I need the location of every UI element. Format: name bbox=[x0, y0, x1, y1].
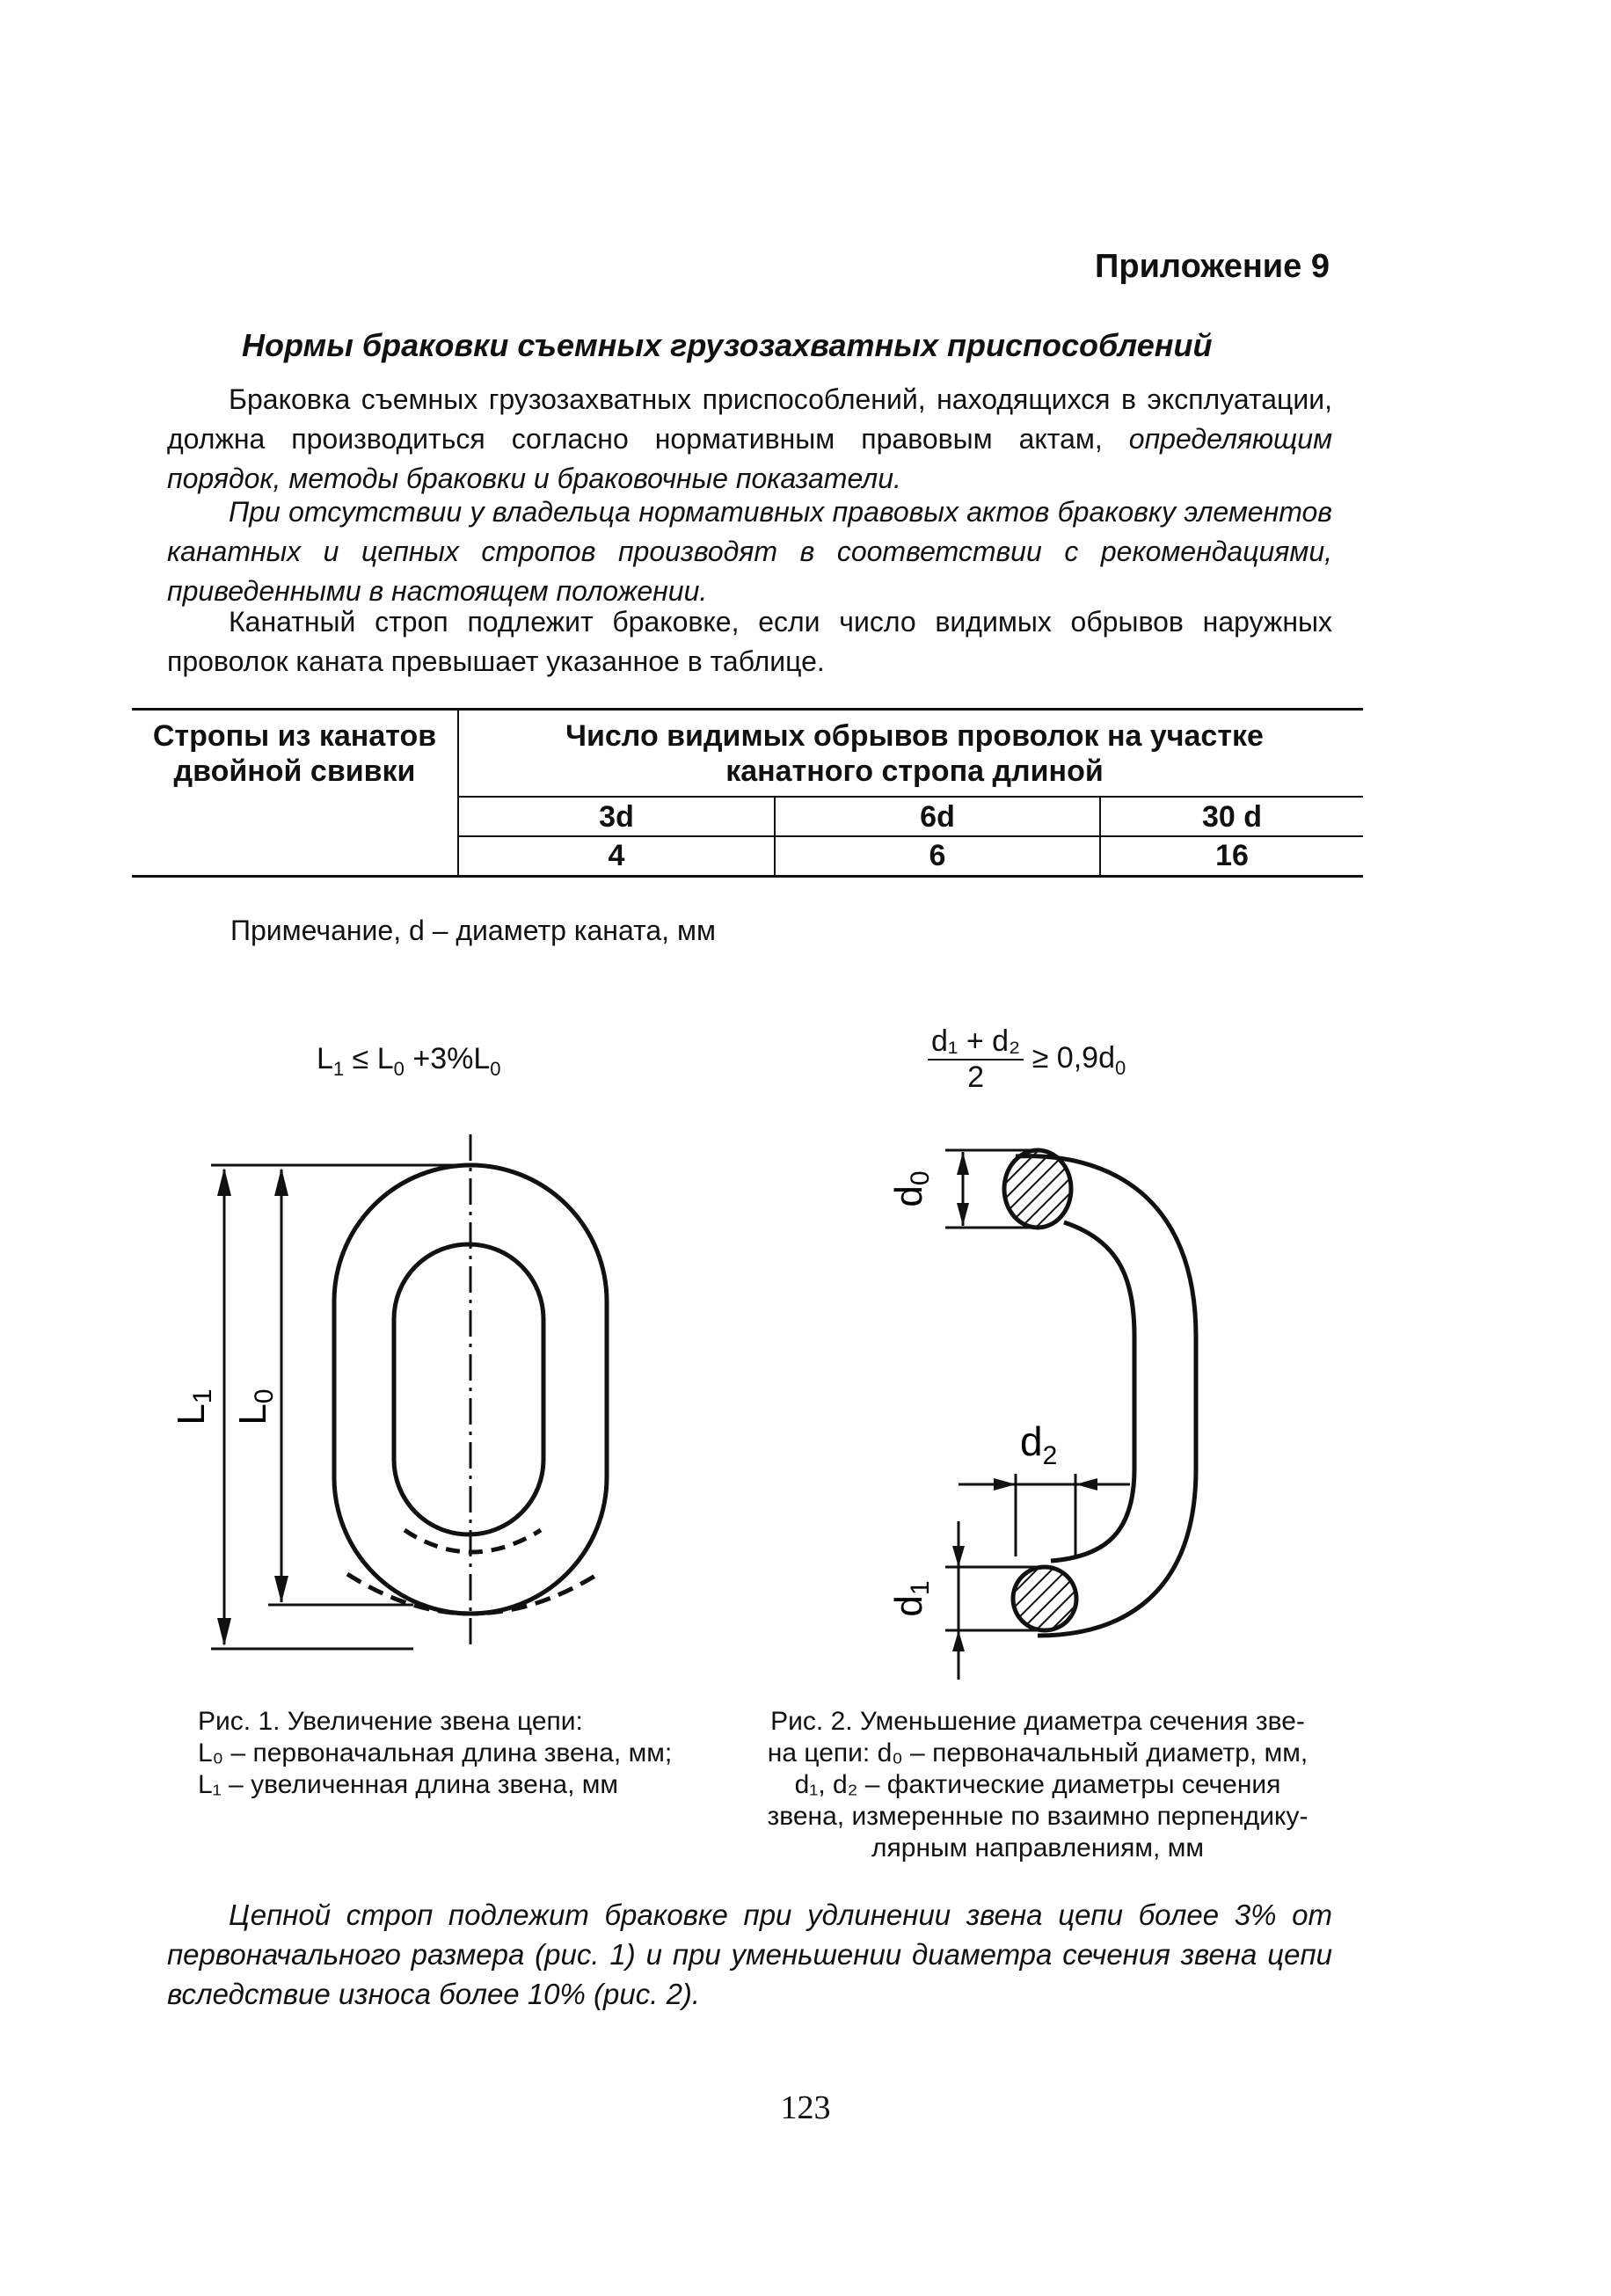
table-top-rule bbox=[132, 708, 1363, 711]
table-col-header: Число видимых обрывов проволок на участке канатного стропа длиной bbox=[565, 719, 1264, 788]
appendix-label: Приложение 9 bbox=[1095, 248, 1330, 285]
arrow-up-icon bbox=[217, 1168, 231, 1196]
caption-line: лярным направлениям, мм bbox=[871, 1833, 1204, 1862]
figure-2-caption bbox=[721, 1706, 1354, 1864]
rope-breakage-table bbox=[132, 708, 1363, 884]
paragraph-1 bbox=[167, 380, 1332, 499]
link-inner-contour bbox=[394, 1244, 543, 1534]
caption-line: звена, измеренные по взаимно перпендику- bbox=[767, 1802, 1308, 1831]
arrow-left-icon bbox=[1075, 1478, 1097, 1491]
table-col-3d: 3d bbox=[599, 800, 634, 834]
arrow-up-icon bbox=[952, 1630, 965, 1651]
arrow-down-icon bbox=[217, 1618, 231, 1646]
formula-elongation bbox=[317, 1042, 501, 1081]
figure-2-link-section bbox=[862, 1117, 1231, 1680]
section-heading: Нормы браковки съемных грузозахватных приспособлений bbox=[242, 327, 1213, 363]
table-note: Примечание, d – диаметр каната, мм bbox=[230, 915, 716, 946]
figure-1-caption bbox=[198, 1706, 690, 1801]
svg-text:L1: L1 bbox=[170, 1389, 217, 1425]
caption-line: L₁ – увеличенная длина звена, мм bbox=[198, 1770, 618, 1799]
arrow-down-icon bbox=[274, 1576, 288, 1603]
table-bottom-rule bbox=[132, 875, 1363, 878]
chain-link-drawing bbox=[170, 1117, 642, 1644]
paragraph-1-text: Браковка съемных грузозахватных приспособлений, находящихся в эксплуатации, должна производиться согласно нормативным правовым актам, bbox=[167, 383, 1332, 455]
arrow-up-icon bbox=[957, 1152, 969, 1175]
figure-1-chain-link bbox=[170, 1117, 642, 1644]
paragraph-3-text: Канатный строп подлежит браковке, если число видимых обрывов наружных проволок каната превышает указанное в таблице. bbox=[167, 606, 1332, 677]
arrow-up-icon bbox=[274, 1168, 288, 1196]
table-row-header: Стропы из канатов двойной свивки bbox=[152, 719, 437, 788]
table-value-3d: 4 bbox=[608, 839, 625, 872]
table-col-6d: 6d bbox=[920, 800, 955, 834]
paragraph-1-italic-text: определяющим порядок, методы браковки и браковочные показатели. bbox=[167, 423, 1332, 494]
arrow-down-icon bbox=[952, 1546, 965, 1567]
page-number: 123 bbox=[780, 2089, 831, 2126]
formula-diameter bbox=[928, 1024, 1126, 1095]
label-d0 bbox=[887, 1170, 935, 1206]
arrow-down-icon bbox=[957, 1203, 969, 1226]
formula-subscript: 0 bbox=[490, 1057, 501, 1080]
half-link-inner bbox=[1051, 1222, 1134, 1561]
paragraph-2-text: При отсутствии у владельца нормативных правовых актов браковку элементов канатных и цепных стропов производят в соответствии с рекомендациями, приведенными в настоящем положении. bbox=[167, 496, 1332, 607]
table-value-30d: 16 bbox=[1215, 839, 1249, 872]
svg-text:d0: d0 bbox=[887, 1170, 935, 1207]
arrow-right-icon bbox=[994, 1478, 1016, 1491]
svg-text:L0: L0 bbox=[231, 1389, 279, 1425]
formula-symbol: ≤ L bbox=[344, 1042, 394, 1075]
table-value-6d: 6 bbox=[929, 839, 946, 872]
caption-line: Рис. 2. Уменьшение диаметра сечения зве- bbox=[770, 1707, 1305, 1736]
formula-subscript: 0 bbox=[393, 1057, 405, 1080]
fraction-denominator: 2 bbox=[967, 1061, 985, 1094]
section-d1 bbox=[1013, 1567, 1076, 1630]
caption-line: Рис. 1. Увеличение звена цепи: bbox=[198, 1707, 583, 1736]
caption-line: L₀ – первоначальная длина звена, мм; bbox=[198, 1738, 673, 1768]
formula-subscript: 0 bbox=[1114, 1056, 1126, 1079]
label-L0 bbox=[231, 1389, 279, 1425]
svg-text:d1: d1 bbox=[887, 1580, 935, 1617]
table-col-30d: 30 d bbox=[1201, 800, 1263, 834]
formula-symbol: L bbox=[317, 1042, 333, 1075]
table-divider-h2 bbox=[457, 835, 1363, 837]
label-L1 bbox=[170, 1389, 217, 1425]
formula-subscript: 1 bbox=[332, 1057, 345, 1080]
fraction-numerator: d₁ + d₂ bbox=[928, 1024, 1024, 1061]
label-d2: $d_2$ bbox=[1020, 1418, 1058, 1470]
final-paragraph-text: Цепной строп подлежит браковке при удлинении звена цепи более 3% от первоначального размера (рис. 1) и при уменьшении диаметра сечения звена цепи вследствие износа более 10% (рис. 2). bbox=[167, 1899, 1332, 2010]
formula-symbol: +3%L bbox=[404, 1042, 491, 1075]
link-section-drawing bbox=[862, 1117, 1231, 1680]
formula-symbol: ≥ 0,9d bbox=[1031, 1040, 1115, 1075]
paragraph-3 bbox=[167, 602, 1332, 682]
caption-line: на цепи: d₀ – первоначальный диаметр, мм, bbox=[767, 1738, 1308, 1768]
paragraph-2 bbox=[167, 492, 1332, 611]
final-paragraph bbox=[167, 1895, 1332, 2014]
section-d0 bbox=[1004, 1150, 1071, 1228]
table-divider-h1 bbox=[457, 796, 1363, 798]
caption-line: d₁, d₂ – фактические диаметры сечения bbox=[794, 1770, 1281, 1799]
formula-fraction bbox=[928, 1024, 1024, 1095]
label-d1 bbox=[887, 1580, 935, 1616]
